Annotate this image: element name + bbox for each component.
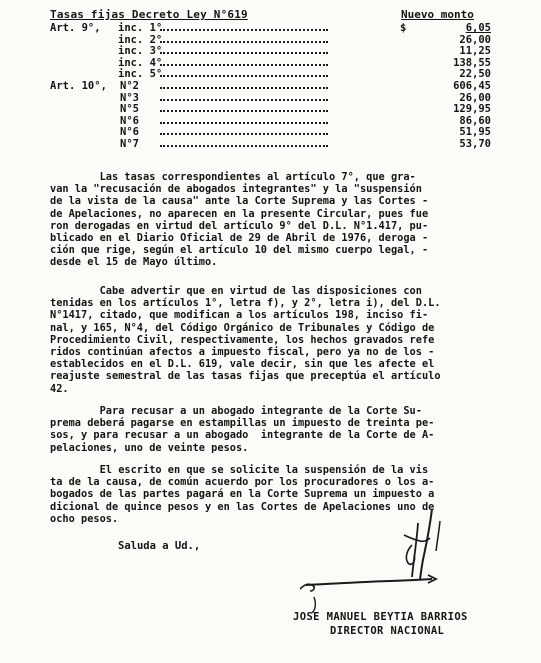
table-row [50, 81, 500, 93]
rate-label: N°6 [120, 126, 139, 139]
paragraph-line: desde el 15 de Mayo último. [50, 256, 218, 269]
handwritten-signature [300, 505, 480, 620]
paragraph-line: establecidos en el D.L. 619, vale decir, sin que les afecte el [50, 358, 435, 371]
dot-leader [160, 110, 328, 112]
dot-leader [160, 122, 328, 124]
paragraph-line: de Apelaciones, no aparecen en la presente Circular, pues fue [50, 207, 429, 220]
paragraph-line: sos, y para recusar a un abogado integrante de la Corte de A- [50, 429, 435, 442]
rate-label: N°5 [120, 103, 139, 116]
paragraph-line: Cabe advertir que en virtud de las disposiciones con [50, 285, 422, 297]
closing-salutation: Saluda a Ud., [118, 540, 201, 552]
paragraph-line: Procedimiento Civil, respectivamente, los hechos gravados refe [50, 333, 435, 346]
rate-label: inc. 5° [118, 68, 163, 81]
rate-label: inc. 3° [118, 45, 163, 58]
paragraph-line: N°1417, citado, que modifican a los artículos 198, inciso fi- [50, 309, 429, 322]
rate-amount: 606,45 [453, 79, 491, 92]
paragraph-line: de la vista de la causa" ante la Corte Suprema y las Cortes - [50, 195, 429, 208]
paragraph-line: 42. [50, 382, 69, 395]
dot-leader [160, 99, 328, 101]
signatory-name: JOSE MANUEL BEYTIA BARRIOS [293, 611, 468, 623]
dot-leader [160, 41, 328, 43]
rate-amount: 11,25 [459, 45, 491, 58]
rate-label: inc. 4° [118, 56, 163, 69]
rate-article: Art. 10°, [50, 79, 107, 92]
paragraph-line: blicado en el Diario Oficial de 29 de Abril de 1976, deroga - [50, 232, 429, 245]
rate-label: N°7 [120, 137, 139, 150]
paragraph-line: ta de la causa, de común acuerdo por los procuradores o los a- [50, 476, 435, 489]
rate-amount: 26,00 [459, 91, 491, 104]
dot-leader [160, 133, 328, 135]
paragraph-line: ocho pesos. [50, 512, 119, 525]
rate-amount: 86,60 [459, 114, 491, 127]
rate-label: inc. 1° [118, 22, 163, 34]
paragraph-line: ron derogadas en virtud del artículo 9° del D.L. N°1.417, pu- [50, 219, 429, 232]
rate-amount: 22,50 [459, 68, 491, 81]
paragraph-line: prema deberá pagarse en estampillas un impuesto de treinta pe- [50, 417, 435, 430]
rate-amount: 138,55 [453, 56, 491, 69]
rates-table [50, 23, 500, 151]
dot-leader [160, 52, 328, 54]
dot-leader [160, 64, 328, 66]
dot-leader [160, 87, 328, 89]
dot-leader [160, 145, 328, 147]
table-header-title: Tasas fijas Decreto Ley N°619 [50, 8, 248, 21]
paragraph-line: nal, y 165, N°4, del Código Orgánico de Tribunales y Código de [50, 321, 435, 334]
paragraph-recusal [50, 405, 505, 454]
dot-leader [160, 29, 328, 31]
paragraph-line: reajuste semestral de las tasas fijas que preceptúa el artículo [50, 370, 441, 383]
rate-amount: 6,05 [465, 22, 491, 34]
paragraph-line: ridos continúan afectos a impuesto fiscal, pero ya no de los - [50, 346, 435, 359]
paragraph-line: dicional de quince pesos y en las Cortes de Apelaciones uno de [50, 500, 435, 513]
rate-label: N°2 [120, 79, 139, 92]
signatory-title: DIRECTOR NACIONAL [330, 625, 445, 637]
rate-amount: 51,95 [459, 126, 491, 139]
paragraph-line: van la "recusación de abogados integrantes" y la "suspensión [50, 183, 422, 196]
paragraph-derogation [50, 171, 505, 269]
paragraph-line: El escrito en que se solicite la suspensión de la vis [50, 464, 429, 476]
dot-leader [160, 75, 328, 77]
paragraph-line: Las tasas correspondientes al artículo 7°, que gra- [50, 171, 416, 183]
rate-amount: 129,95 [453, 103, 491, 116]
paragraph-line: tenidas en los artículos 1°, letra f), y 2°, letra i), del D.L. [50, 297, 441, 310]
table-row [50, 93, 500, 105]
paragraph-line: pelaciones, uno de veinte pesos. [50, 441, 249, 454]
rate-amount: 53,70 [459, 137, 491, 150]
rate-label: N°3 [120, 91, 139, 104]
rate-label: N°6 [120, 114, 139, 127]
paragraph-line: Para recusar a un abogado integrante de la Corte Su- [50, 405, 422, 417]
table-row [50, 127, 500, 139]
rate-article: Art. 9°, [50, 22, 101, 34]
table-row [50, 139, 500, 151]
table-row [50, 69, 500, 81]
currency-symbol: $ [400, 22, 407, 34]
rate-label: inc. 2° [118, 33, 163, 46]
rate-amount: 26,00 [459, 33, 491, 46]
paragraph-line: ción que rige, según el artículo 10 del mismo cuerpo legal, - [50, 244, 429, 257]
paragraph-line: bogados de las partes pagará en la Corte Suprema un impuesto a [50, 488, 435, 501]
table-header-amount: Nuevo monto [401, 8, 474, 21]
table-row [50, 104, 500, 116]
paragraph-warning [50, 285, 505, 395]
table-row [50, 116, 500, 128]
